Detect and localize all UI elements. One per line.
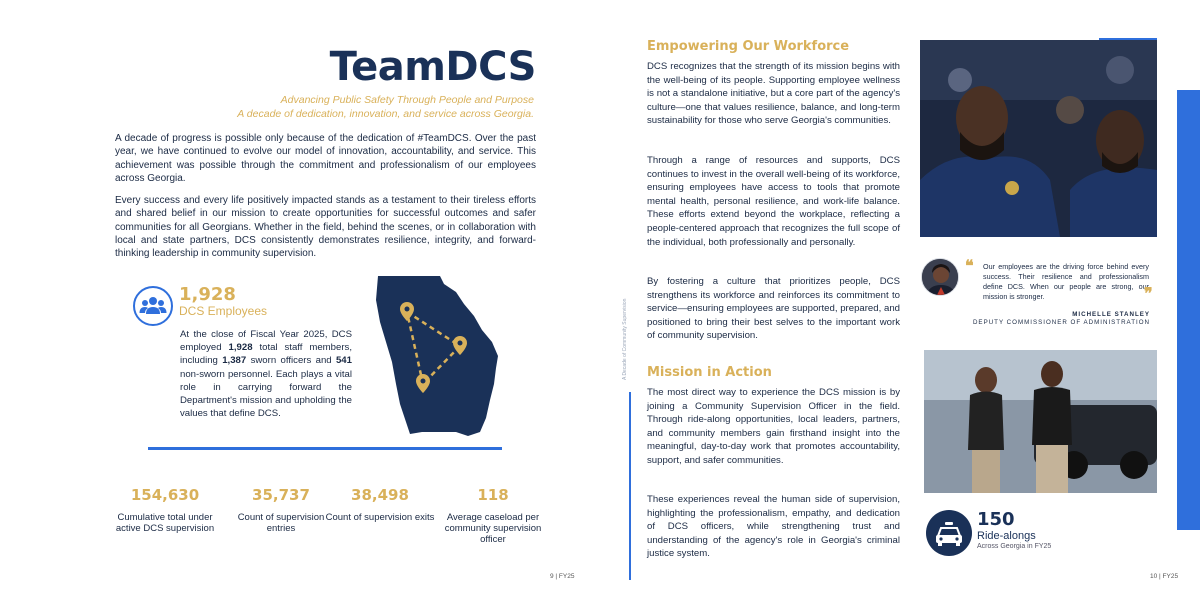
intro-paragraph-1: A decade of progress is possible only because of the dedication of #TeamDCS. Over the past year, we have continued to evolve our model of innovation, accountability, and service. This achievement was possible through the commitment and professionalism of our employees across Georgia.: [115, 133, 536, 184]
subtitle-1: Advancing Public Safety Through People and Purpose: [280, 94, 534, 106]
quote-author-role: DEPUTY COMMISSIONER OF ADMINISTRATION: [972, 319, 1150, 326]
page-number-left: 9 | FY25: [550, 573, 575, 580]
quote-close-icon: ❞: [1144, 286, 1153, 303]
stat-item: [325, 486, 435, 524]
mission-paragraph-1: The most direct way to experience the DCS mission is by joining a Community Supervision Officer in the field. Through ride-along opportunities, local leaders, partners, and community members gain firsthand insight into the meaningful, day-to-day work that promotes accountability, support, and safer communities.: [647, 387, 900, 466]
stat-label: Cumulative total under active DCS supervision: [115, 512, 215, 534]
georgia-map-graphic: [370, 272, 506, 438]
page-title: TeamDCS: [329, 44, 536, 90]
stat-value: 35,737: [252, 486, 310, 504]
avatar: [921, 258, 959, 296]
workforce-paragraph-1: DCS recognizes that the strength of its mission begins with the well-being of its people. Supporting employee wellness is not a standalone initiative, but a core part of the agency's culture—one that values resilience, balance, and long-term sustainability for those who serve Georgia's communities.: [647, 61, 900, 127]
quote-text: Our employees are the driving force behind every success. Their resilience and professionalism define DCS. When our people are strong, our mission is stronger.: [983, 262, 1149, 301]
stat-item: [226, 486, 336, 535]
ride-along-count: 150: [977, 509, 1015, 530]
heading-mission-in-action: Mission in Action: [647, 365, 772, 380]
stat-label: Count of supervision entries: [237, 512, 325, 534]
intro-paragraph-2: Every success and every life positively impacted stands as a testament to their tireless efforts and shared belief in our mission to create opportunities for successful outcomes and safer communities for all Georgians. Whether in the field, behind the scenes, or in collaboration with local and state partners, DCS consistently demonstrates resilience, integrity, and forward-thinking leadership in community supervision.: [115, 195, 536, 260]
stat-label: Count of supervision exits: [325, 512, 435, 523]
stat-value: 118: [477, 486, 509, 504]
stat-item: [110, 486, 220, 535]
section-divider: [148, 447, 502, 450]
stat-item: [438, 486, 548, 545]
heading-empowering-workforce: Empowering Our Workforce: [647, 39, 850, 54]
police-car-icon: [926, 510, 972, 556]
quote-open-icon: ❝: [965, 258, 974, 275]
employee-label: DCS Employees: [179, 304, 268, 318]
stat-value: 154,630: [130, 486, 200, 504]
stat-label: Average caseload per community supervision officer: [444, 512, 542, 545]
workforce-paragraph-3: By fostering a culture that prioritizes people, DCS strengthens its workforce and reinforces its commitment to service—ensuring employees are supported, prepared, and positioned to bring their best selves to the important work of community supervision.: [647, 276, 900, 342]
ride-along-photo: [924, 350, 1157, 493]
employee-count: 1,928: [179, 284, 236, 305]
spine-line: [629, 392, 631, 580]
ride-along-label: Ride-alongs: [977, 530, 1036, 542]
officers-photo: [920, 40, 1157, 237]
subtitle-2: A decade of dedication, innovation, and service across Georgia.: [237, 108, 534, 120]
employee-description: At the close of Fiscal Year 2025, DCS employed 1,928 total staff members, including 1,387 sworn officers and 541 non-sworn personnel. Each plays a vital role in carrying forward the Department's mission and upholding the values that define DCS.: [180, 329, 353, 420]
stat-value: 38,498: [351, 486, 409, 504]
spine-text: A Decade of Community Supervision: [622, 298, 628, 380]
quote-author-name: MICHELLE STANLEY: [1072, 311, 1150, 318]
page-accent-strip: [1177, 90, 1200, 530]
page-number-right: 10 | FY25: [1150, 573, 1179, 580]
ride-along-subtext: Across Georgia in FY25: [977, 543, 1052, 550]
workforce-paragraph-2: Through a range of resources and supports, DCS continues to invest in the overall well-being of its workforce, ensuring employees have access to tools that promote mental health, personal resilience, and work-life balance. These efforts extend beyond the workplace, reflecting a people-centered approach that recognizes the full scope of the individual, both professionally and personally.: [647, 155, 900, 248]
people-group-icon: [133, 286, 173, 326]
mission-paragraph-2: These experiences reveal the human side of supervision, highlighting the professionalism, empathy, and dedication of DCS officers, while strengthening trust and understanding of the agency's role in Georgia's criminal justice system.: [647, 494, 900, 560]
